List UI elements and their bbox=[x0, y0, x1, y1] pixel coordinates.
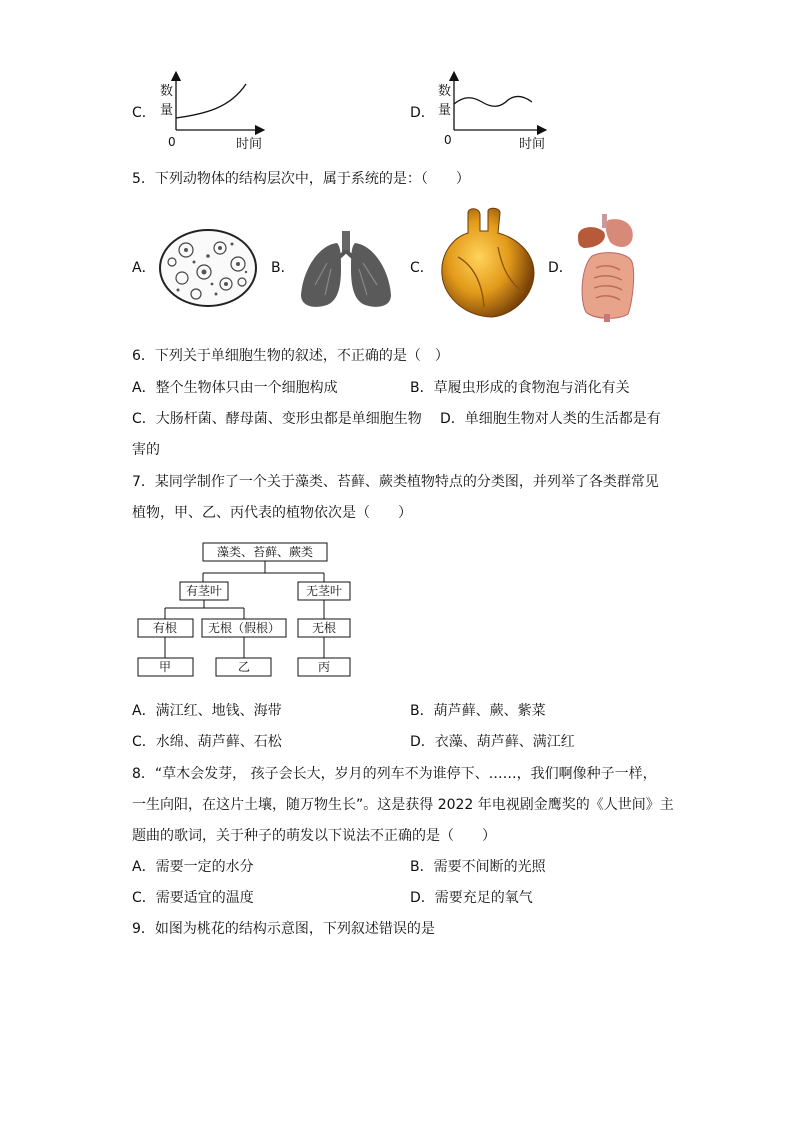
diagram-root: 藻类、苔藓、蕨类 bbox=[216, 545, 314, 559]
heart-image bbox=[438, 207, 538, 319]
diagram-with-stem-leaf: 有茎叶 bbox=[185, 584, 223, 598]
q5-option-d-label[interactable]: D． bbox=[548, 260, 573, 276]
q8-option-b[interactable]: B．需要不间断的光照 bbox=[410, 859, 546, 875]
q7-option-b[interactable]: B．葫芦藓、蕨、紫菜 bbox=[410, 703, 546, 719]
q8-option-a[interactable]: A．需要一定的水分 bbox=[132, 859, 254, 875]
cell-tissue-image bbox=[158, 228, 258, 308]
q5-option-c-label[interactable]: C． bbox=[410, 260, 434, 276]
q6-option-d-line1[interactable]: D．单细胞生物对人类的生活都是有 bbox=[440, 411, 661, 427]
q4-option-c-label: C． bbox=[132, 105, 156, 121]
q7-option-a[interactable]: A．满江红、地钱、海带 bbox=[132, 703, 282, 719]
q6-option-c[interactable]: C．大肠杆菌、酵母菌、变形虫都是单细胞生物 bbox=[132, 411, 422, 427]
diagram-no-root: 无根 bbox=[311, 621, 337, 635]
diagram-bing: 丙 bbox=[317, 660, 331, 674]
q4-d-x-label: 时间 bbox=[519, 137, 546, 152]
q6-option-b[interactable]: B．草履虫形成的食物泡与消化有关 bbox=[410, 380, 630, 396]
q4-c-y-label-2: 量 bbox=[160, 103, 174, 118]
plant-classification-diagram bbox=[130, 538, 370, 683]
q5-option-a-label[interactable]: A． bbox=[132, 260, 156, 276]
q8-stem-line2: 一生向阳，在这片土壤，随万物生长”。这是获得 2022 年电视剧金鹰奖的《人世间》主 bbox=[132, 797, 674, 813]
q9-stem: 9．如图为桃花的结构示意图，下列叙述错误的是 bbox=[132, 921, 435, 937]
q4-c-growth-graph bbox=[170, 72, 265, 137]
diagram-yi: 乙 bbox=[237, 660, 251, 674]
q4-d-y-label-2: 量 bbox=[438, 103, 452, 118]
q5-option-b-label[interactable]: B． bbox=[271, 260, 295, 276]
q6-option-d-line2: 害的 bbox=[132, 442, 160, 458]
q7-option-d[interactable]: D．衣藻、葫芦藓、满江红 bbox=[410, 734, 575, 750]
q6-stem: 6．下列关于单细胞生物的叙述，不正确的是（ ） bbox=[132, 348, 449, 364]
q7-option-c[interactable]: C．水绵、葫芦藓、石松 bbox=[132, 734, 282, 750]
q6-option-a[interactable]: A．整个生物体只由一个细胞构成 bbox=[132, 380, 338, 396]
q8-option-c[interactable]: C．需要适宜的温度 bbox=[132, 890, 254, 906]
q8-stem-line3: 题曲的歌词，关于种子的萌发以下说法不正确的是（ ） bbox=[132, 828, 496, 844]
diagram-with-root: 有根 bbox=[152, 621, 178, 635]
q8-stem-line1: 8．“草木会发芽， 孩子会长大，岁月的列车不为谁停下、……，我们啊像种子一样， bbox=[132, 766, 657, 782]
q8-option-d[interactable]: D．需要充足的氧气 bbox=[410, 890, 533, 906]
q4-option-d-label: D． bbox=[410, 105, 435, 121]
diagram-jia: 甲 bbox=[158, 660, 172, 674]
q4-c-origin: 0 bbox=[168, 135, 176, 149]
q4-c-y-label-1: 数 bbox=[160, 84, 174, 99]
q4-d-fluctuation-graph bbox=[448, 72, 548, 137]
q7-stem-line2: 植物，甲、乙、丙代表的植物依次是（ ） bbox=[132, 505, 412, 521]
q4-d-origin: 0 bbox=[444, 133, 452, 147]
diagram-false-root: 无根（假根） bbox=[207, 621, 281, 635]
q4-c-x-label: 时间 bbox=[236, 137, 263, 152]
q7-stem-line1: 7．某同学制作了一个关于藻类、苔藓、蕨类植物特点的分类图，并列举了各类群常见 bbox=[132, 474, 659, 490]
q5-stem: 5．下列动物体的结构层次中，属于系统的是：（ ） bbox=[132, 171, 470, 187]
q4-d-y-label-1: 数 bbox=[438, 84, 452, 99]
lungs-image bbox=[297, 229, 395, 309]
diagram-without-stem-leaf: 无茎叶 bbox=[305, 584, 343, 598]
digestive-system-image bbox=[574, 214, 642, 322]
